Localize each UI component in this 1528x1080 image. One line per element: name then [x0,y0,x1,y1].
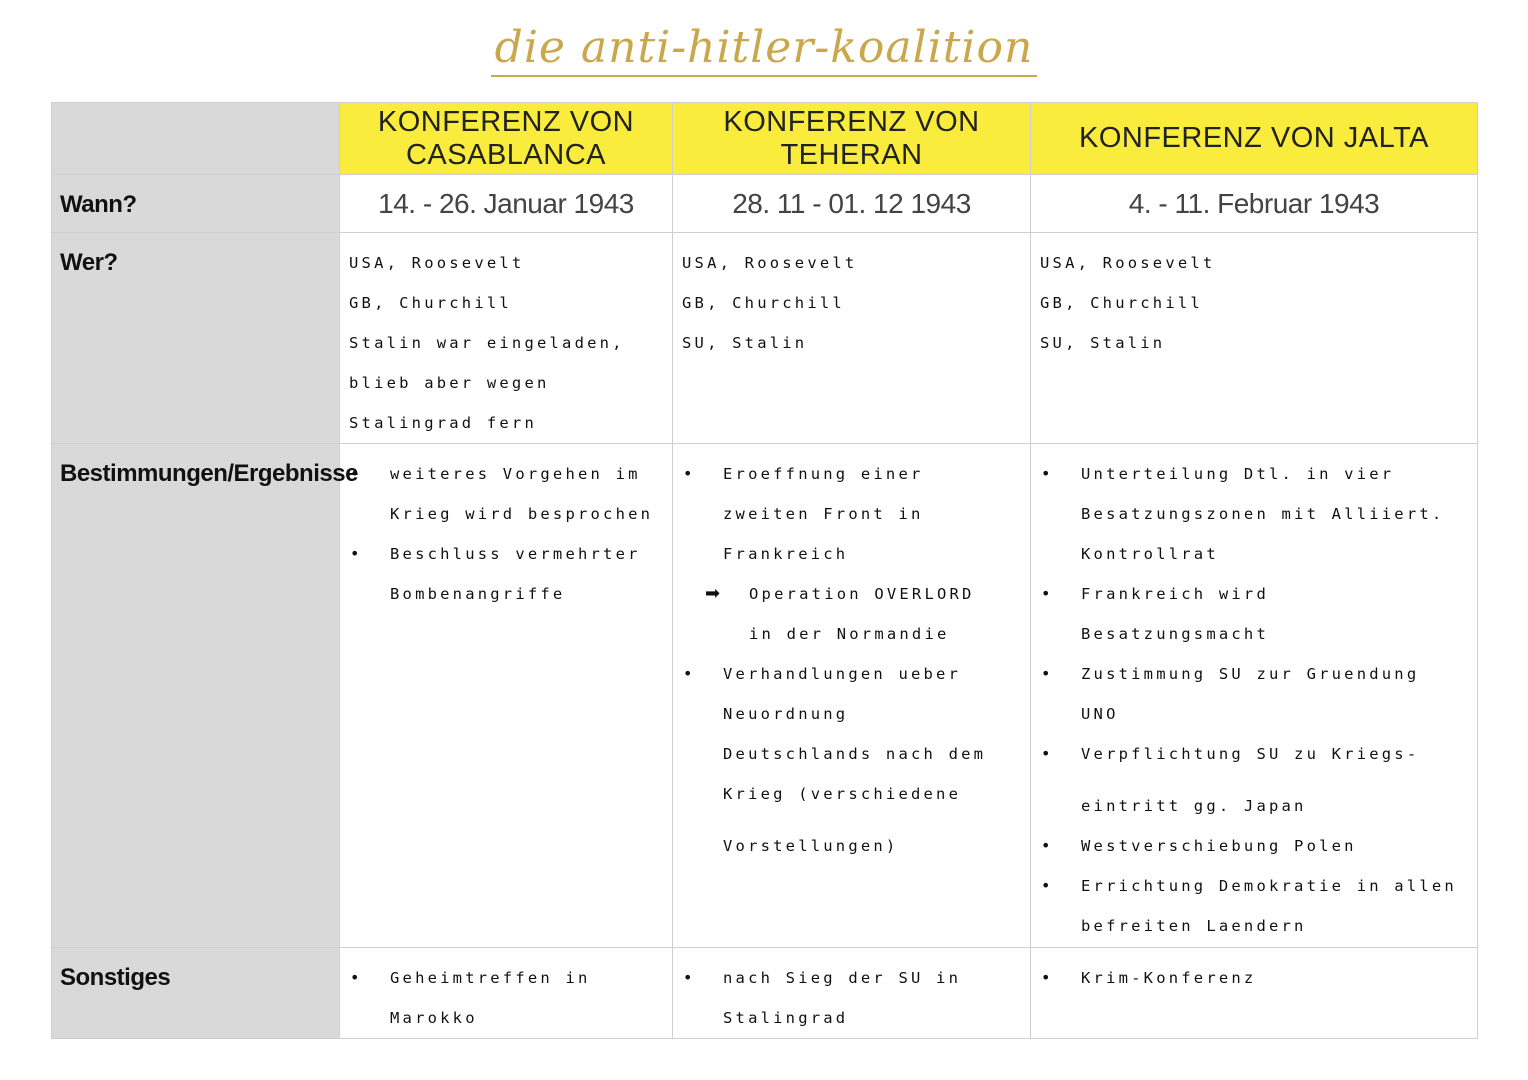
list-item: • Errichtung Demokratie in allen befreiten Laendern [1031,866,1477,946]
list-item: SU, Stalin [1040,334,1166,352]
list-item: • Frankreich wird Besatzungsmacht [1031,574,1477,654]
list-item: • Eroeffnung einer zweiten Front in Frankreich [673,454,1030,574]
list-item: • Verpflichtung SU zu Kriegs- eintritt gg. Japan [1031,734,1477,826]
sonstiges-jalta [1031,948,1478,1039]
header-jalta: KONFERENZ VON JALTA [1031,103,1478,175]
row-wann [52,175,1478,233]
list-item: GB, Churchill [349,294,512,312]
header-teheran: KONFERENZ VON TEHERAN [673,103,1031,175]
list-item: • Verhandlungen ueber Neuordnung Deutschlands nach dem Krieg (verschiedene Vorstellungen) [673,654,1030,866]
list-item: • Geheimtreffen in Marokko [340,958,672,1038]
ergebnisse-casablanca [340,444,673,948]
list-item: USA, Roosevelt [1040,254,1216,272]
wer-casablanca [340,233,673,444]
conference-table [51,102,1478,1039]
row-wer [52,233,1478,444]
sonstiges-teheran [673,948,1031,1039]
header-casablanca: KONFERENZ VON CASABLANCA [340,103,673,175]
sonstiges-casablanca [340,948,673,1039]
list-item: • Krim-Konferenz [1031,958,1477,998]
list-item: Stalin war eingeladen, [349,334,625,352]
row-ergebnisse [52,444,1478,948]
list-item: GB, Churchill [1040,294,1203,312]
date-jalta: 4. - 11. Februar 1943 [1031,175,1478,233]
list-item: • Unterteilung Dtl. in vier Besatzungszonen mit Alliiert. Kontrollrat [1031,454,1477,574]
list-item: USA, Roosevelt [682,254,858,272]
list-item: • Beschluss vermehrter Bombenangriffe [340,534,672,614]
list-item: • weiteres Vorgehen im Krieg wird besprochen [340,454,672,534]
row-label-ergebnisse: Bestimmungen/Ergebnisse [52,444,340,948]
row-label-wann: Wann? [52,175,340,233]
list-item: SU, Stalin [682,334,808,352]
corner-cell [52,103,340,175]
list-item: USA, Roosevelt [349,254,525,272]
wer-teheran [673,233,1031,444]
row-sonstiges [52,948,1478,1039]
arrow-list-item: ➡ Operation OVERLORD in der Normandie [673,574,1030,654]
list-item: • Westverschiebung Polen [1031,826,1477,866]
page-title-text: die anti-hitler-koalition [491,22,1038,77]
row-label-wer: Wer? [52,233,340,444]
ergebnisse-teheran [673,444,1031,948]
row-label-sonstiges: Sonstiges [52,948,340,1039]
list-item: GB, Churchill [682,294,845,312]
list-item: • nach Sieg der SU in Stalingrad [673,958,1030,1038]
wer-jalta [1031,233,1478,444]
date-teheran: 28. 11 - 01. 12 1943 [673,175,1031,233]
page-title [0,22,1528,73]
list-item: Stalingrad fern [349,414,537,432]
list-item: blieb aber wegen [349,374,550,392]
ergebnisse-jalta [1031,444,1478,948]
list-item: • Zustimmung SU zur Gruendung UNO [1031,654,1477,734]
date-casablanca: 14. - 26. Januar 1943 [340,175,673,233]
header-row [52,103,1478,175]
